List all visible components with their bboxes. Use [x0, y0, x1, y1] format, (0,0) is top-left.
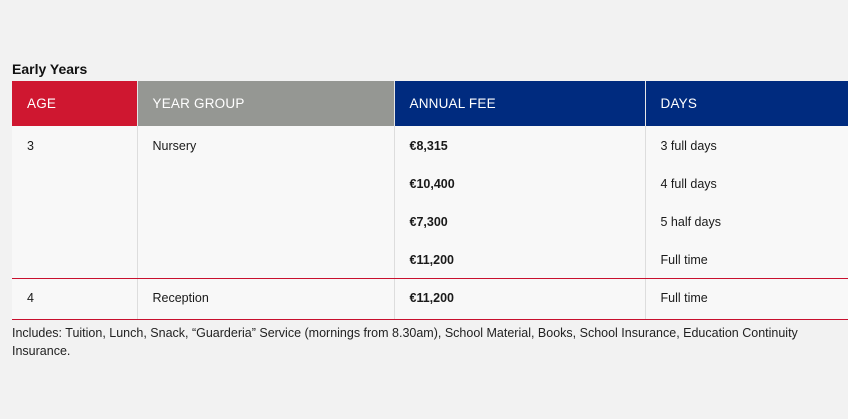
year-group-cell — [137, 126, 394, 279]
days-value: Full time — [660, 253, 708, 267]
fees-table — [12, 81, 848, 320]
age-cell — [12, 279, 137, 320]
days-cell — [645, 126, 848, 279]
header-age: AGE — [12, 81, 137, 126]
fee-value: €10,400 — [409, 177, 455, 191]
age-cell — [12, 126, 137, 279]
fee-value: €7,300 — [409, 215, 448, 229]
days-value: Full time — [660, 291, 708, 305]
table-row — [12, 126, 848, 279]
fee-value: €11,200 — [409, 253, 454, 267]
year-group-value: Reception — [152, 291, 209, 305]
table-header-row — [12, 81, 848, 126]
section-title: Early Years — [12, 61, 88, 77]
table-row — [12, 279, 848, 320]
fee-value: €11,200 — [409, 291, 454, 305]
age-value: 4 — [27, 291, 34, 305]
header-days: DAYS — [645, 81, 848, 126]
age-value: 3 — [27, 139, 34, 153]
days-value: 3 full days — [660, 139, 717, 153]
days-value: 5 half days — [660, 215, 721, 229]
fee-value: €8,315 — [409, 139, 448, 153]
annual-fee-cell — [394, 126, 645, 279]
year-group-value: Nursery — [152, 139, 197, 153]
header-annual-fee: ANNUAL FEE — [394, 81, 645, 126]
days-cell — [645, 279, 848, 320]
year-group-cell — [137, 279, 394, 320]
header-year-group: YEAR GROUP — [137, 81, 394, 126]
annual-fee-cell — [394, 279, 645, 320]
includes-note: Includes: Tuition, Lunch, Snack, “Guarderia” Service (mornings from 8.30am), School Material, Books, School Insurance, Education Continuity Insurance. — [12, 326, 798, 358]
days-value: 4 full days — [660, 177, 717, 191]
